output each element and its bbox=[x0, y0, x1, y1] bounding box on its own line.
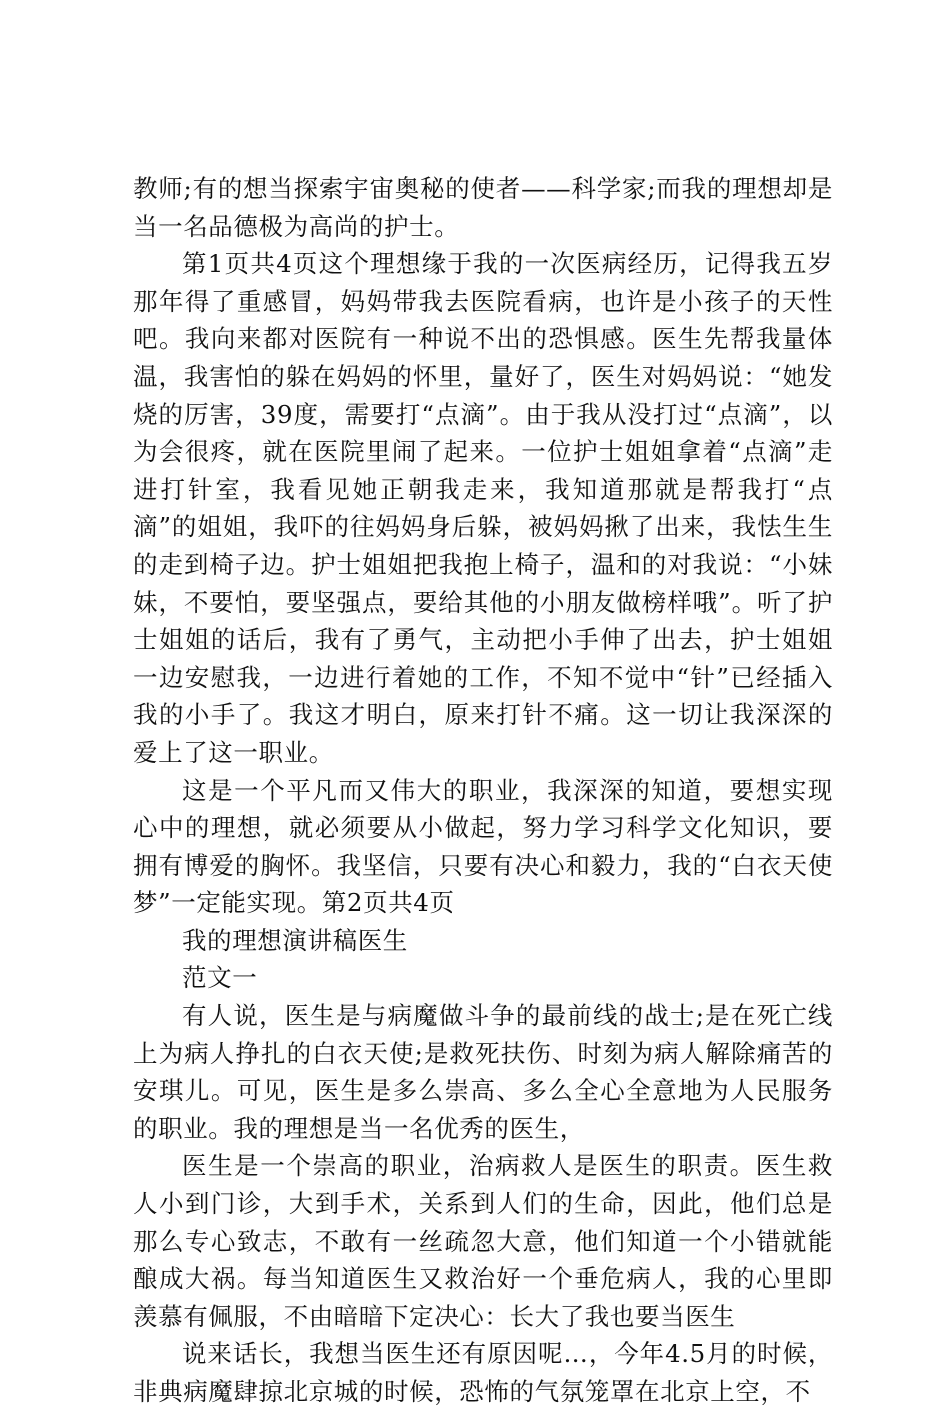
paragraph-continuation: 教师;有的想当探索宇宙奥秘的使者——科学家;而我的理想却是当一名品德极为高尚的护士。 bbox=[133, 174, 833, 241]
paragraph-reason: 说来话长，我想当医生还有原因呢…，今年4.5月的时候，非典病魔肆掠北京城的时候，恐怖的气氛笼罩在北京上空，不 bbox=[133, 1339, 833, 1406]
paragraph-dream-conclusion: 这是一个平凡而又伟大的职业，我深深的知道，要想实现心中的理想，就必须要从小做起，努力学习科学文化知识，要拥有博爱的胸怀。我坚信，只要有决心和毅力，我的“白衣天使梦”一定能实现。第2页共4页 bbox=[133, 775, 833, 918]
paragraph-nurse-story: 第1页共4页这个理想缘于我的一次医病经历，记得我五岁那年得了重感冒，妈妈带我去医院看病，也许是小孩子的天性吧。我向来都对医院有一种说不出的恐惧感。医生先帮我量体温，我害怕的躲在妈妈的怀里，量好了，医生对妈妈说：“她发烧的厉害，39度，需要打“点滴”。由于我从没打过“点滴”，以为会很疼，就在医院里闹了起来。一位护士姐姐拿着“点滴”走进打针室，我看见她正朝我走来，我知道那就是帮我打“点滴”的姐姐，我吓的往妈妈身后躲，被妈妈揪了出来，我怯生生的走到椅子边。护士姐姐把我抱上椅子，温和的对我说：“小妹妹，不要怕，要坚强点，要给其他的小朋友做榜样哦”。听了护士姐姐的话后，我有了勇气，主动把小手伸了出去，护士姐姐一边安慰我，一边进行着她的工作，不知不觉中“针”已经插入我的小手了。我这才明白，原来打针不痛。这一切让我深深的爱上了这一职业。 bbox=[133, 249, 833, 767]
paragraph-doctor-intro: 有人说，医生是与病魔做斗争的最前线的战士;是在死亡线上为病人挣扎的白衣天使;是救死扶伤、时刻为病人解除痛苦的安琪儿。可见，医生是多么崇高、多么全心全意地为人民服务的职业。我的理想是当一名优秀的医生， bbox=[133, 1001, 833, 1143]
document-body bbox=[133, 170, 833, 1411]
section-title: 我的理想演讲稿医生 bbox=[182, 925, 408, 955]
paragraph-doctor-duty: 医生是一个崇高的职业，治病救人是医生的职责。医生救人小到门诊，大到手术，关系到人们的生命，因此，他们总是那么专心致志，不敢有一丝疏忽大意，他们知道一个小错就能酿成大祸。每当知道医生又救治好一个垂危病人，我的心里即羡慕有佩服，不由暗暗下定决心：长大了我也要当医生 bbox=[133, 1151, 833, 1331]
sample-label: 范文一 bbox=[182, 963, 258, 993]
